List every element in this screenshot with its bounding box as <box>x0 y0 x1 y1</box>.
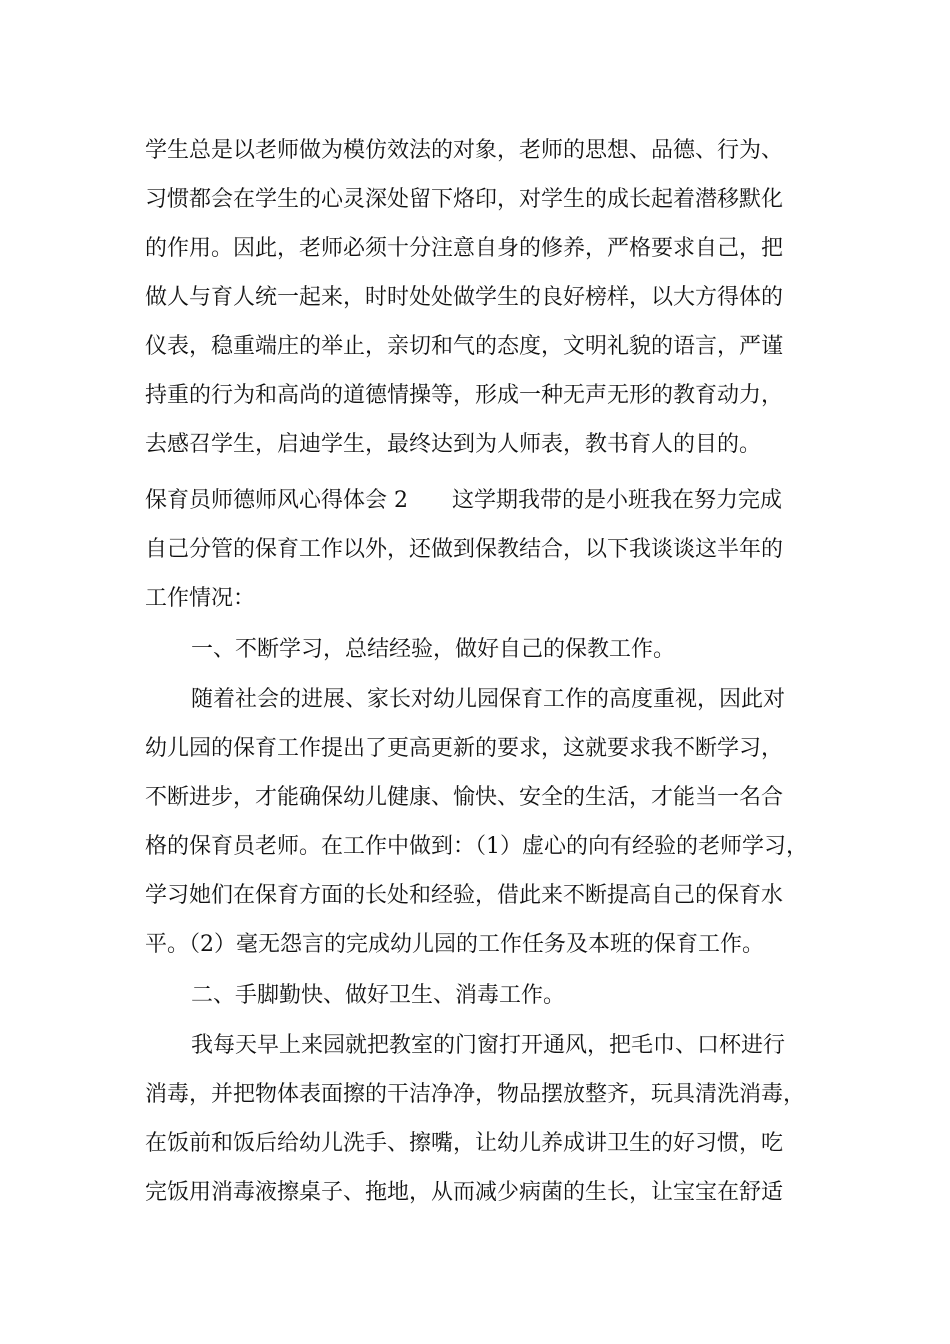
text-line: 不断进步，才能确保幼儿健康、愉快、安全的生活，才能当一名合 <box>145 785 784 810</box>
section-heading-line: 保育员师德师风心得体会 2 这学期我带的是小班我在努力完成 <box>145 488 782 513</box>
text-line: 工作情况： <box>145 586 256 611</box>
text-line: 完饭用消毒液擦桌子、拖地，从而减少病菌的生长，让宝宝在舒适 <box>145 1180 784 1205</box>
subheading-line: 二、手脚勤快、做好卫生、消毒工作。 <box>191 983 566 1008</box>
text-line: 习惯都会在学生的心灵深处留下烙印，对学生的成长起着潜移默化 <box>145 187 784 212</box>
subheading-line: 一、不断学习，总结经验，做好自己的保教工作。 <box>191 637 676 662</box>
text-line: 幼儿园的保育工作提出了更高更新的要求，这就要求我不断学习， <box>145 736 784 761</box>
text-line: 仪表，稳重端庄的举止，亲切和气的态度，文明礼貌的语言，严谨 <box>145 334 784 359</box>
paragraph-start-line: 随着社会的进展、家长对幼儿园保育工作的高度重视，因此对 <box>191 687 786 712</box>
text-line: 做人与育人统一起来，时时处处做学生的良好榜样，以大方得体的 <box>145 285 784 310</box>
text-line: 消毒，并把物体表面擦的干洁净净，物品摆放整齐，玩具清洗消毒， <box>145 1082 806 1107</box>
text-line: 持重的行为和高尚的道德情操等，形成一种无声无形的教育动力， <box>145 383 784 408</box>
text-line: 自己分管的保育工作以外，还做到保教结合，以下我谈谈这半年的 <box>145 537 784 562</box>
text-line: 学生总是以老师做为模仿效法的对象，老师的思想、品德、行为、 <box>145 138 784 163</box>
text-line: 去感召学生，启迪学生，最终达到为人师表，教书育人的目的。 <box>145 432 762 457</box>
text-line: 平。（2）毫无怨言的完成幼儿园的工作任务及本班的保育工作。 <box>145 932 764 957</box>
text-line: 在饭前和饭后给幼儿洗手、擦嘴，让幼儿养成讲卫生的好习惯，吃 <box>145 1131 784 1156</box>
paragraph-start-line: 我每天早上来园就把教室的门窗打开通风，把毛巾、口杯进行 <box>191 1033 786 1058</box>
text-line: 的作用。因此，老师必须十分注意自身的修养，严格要求自己，把 <box>145 236 784 261</box>
text-line: 学习她们在保育方面的长处和经验，借此来不断提高自己的保育水 <box>145 883 784 908</box>
text-line: 格的保育员老师。在工作中做到：（1）虚心的向有经验的老师学习， <box>145 834 808 859</box>
